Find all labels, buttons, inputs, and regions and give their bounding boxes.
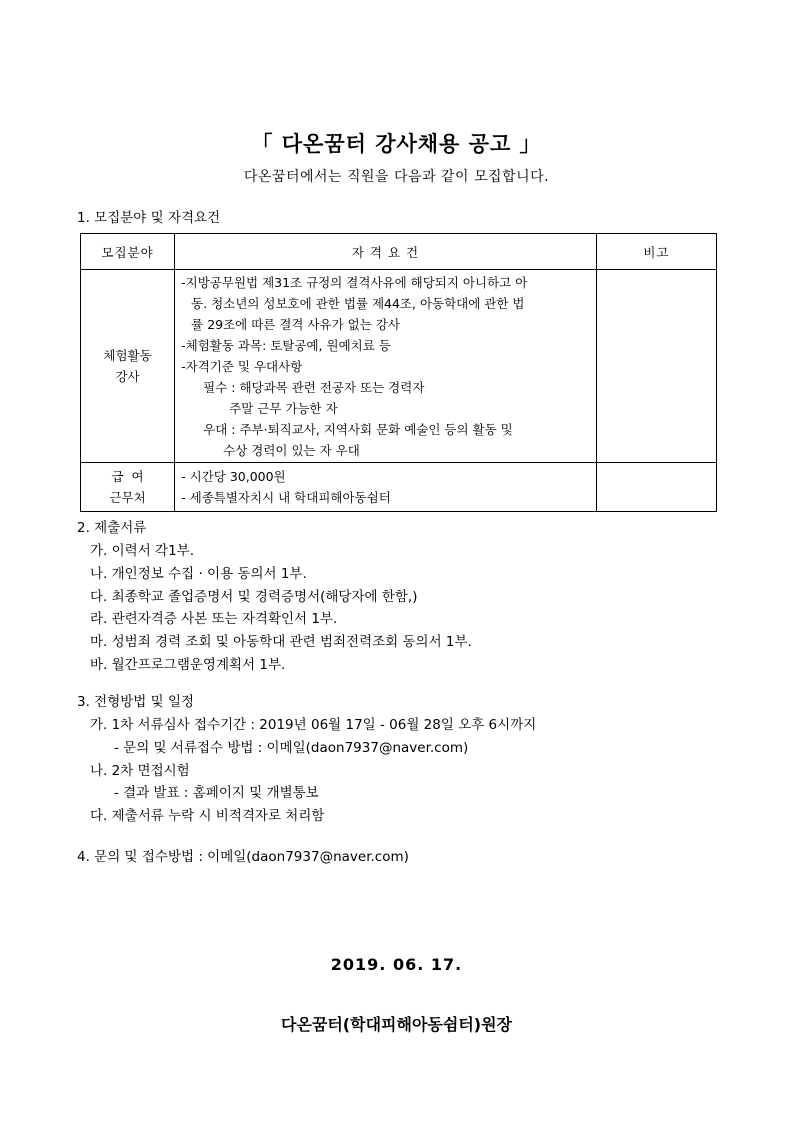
field-cell	[81, 270, 175, 463]
requirement-line: 률 29조에 따른 결격 사유가 없는 강사	[191, 317, 400, 332]
section1-heading: 1. 모집분야 및 자격요건	[77, 210, 221, 226]
page-title: 「 다온꿈터 강사채용 공고 」	[251, 132, 542, 156]
requirement-line: 필수 : 해당과목 관련 전공자 또는 경력자	[203, 380, 425, 395]
document-item: 마. 성범죄 경력 조회 및 아동학대 관련 범죄전력조회 동의서 1부.	[90, 634, 472, 650]
requirement-line: -지방공무원법 제31조 규정의 결격사유에 해당되지 아니하고 아	[181, 275, 528, 290]
table-header-row	[81, 234, 717, 270]
schedule-line: - 결과 발표 : 홈페이지 및 개별통보	[114, 785, 319, 801]
announcement-date: 2019. 06. 17.	[330, 955, 463, 974]
schedule-line: - 문의 및 서류접수 방법 : 이메일(daon7937@naver.com)	[114, 740, 469, 756]
document-item: 가. 이력서 각1부.	[90, 543, 194, 559]
schedule-line: 다. 제출서류 누락 시 비적격자로 처리함	[90, 808, 325, 824]
header-note: 비고	[596, 234, 716, 270]
table-row	[81, 463, 717, 512]
requirement-line: 주말 근무 가능한 자	[229, 401, 338, 416]
pay-details-cell	[175, 463, 597, 512]
table-row	[81, 270, 717, 463]
subtitle: 다온꿈터에서는 직원을 다음과 같이 모집합니다.	[243, 169, 550, 185]
document-item: 나. 개인정보 수집 · 이용 동의서 1부.	[90, 566, 307, 582]
section3-heading: 3. 전형방법 및 일정	[77, 694, 195, 710]
document-item: 다. 최종학교 졸업증명서 및 경력증명서(해당자에 한함,)	[90, 589, 418, 605]
section4-heading: 4. 문의 및 접수방법 : 이메일(daon7937@naver.com)	[77, 849, 409, 865]
schedule-line: 나. 2차 면접시험	[90, 763, 190, 779]
pay-label: 급 여	[111, 469, 144, 484]
note-cell	[596, 463, 716, 512]
requirement-line: 우대 : 주부·퇴직교사, 지역사회 문화 예술인 등의 활동 및	[203, 422, 513, 437]
section2-heading: 2. 제출서류	[77, 520, 147, 536]
field-name-line2: 강사	[115, 369, 140, 384]
requirement-line: 동. 청소년의 성보호에 관한 법률 제44조, 아동학대에 관한 법	[191, 296, 525, 311]
workplace-location: - 세종특별자치시 내 학대피해아동쉼터	[181, 490, 391, 505]
document-item: 라. 관련자격증 사본 또는 자격확인서 1부.	[90, 611, 338, 627]
schedule-line: 가. 1차 서류심사 접수기간 : 2019년 06월 17일 - 06월 28일 오후 6시까지	[90, 717, 537, 733]
field-name-line1: 체험활동	[103, 348, 152, 363]
header-field: 모집분야	[81, 234, 175, 270]
workplace-label: 근무처	[109, 490, 146, 505]
requirement-line: -자격기준 및 우대사항	[181, 359, 303, 374]
note-cell	[596, 270, 716, 463]
pay-label-cell	[81, 463, 175, 512]
requirements-cell	[175, 270, 597, 463]
pay-amount: - 시간당 30,000원	[181, 469, 286, 484]
requirement-line: -체험활동 과목: 토탈공예, 원예치료 등	[181, 338, 391, 353]
signature: 다온꿈터(학대피해아동쉼터)원장	[280, 1015, 512, 1034]
header-requirements: 자 격 요 건	[175, 234, 597, 270]
requirements-table	[80, 233, 717, 512]
requirement-line: 수상 경력이 있는 자 우대	[223, 443, 360, 458]
document-item: 바. 월간프로그램운영계획서 1부.	[90, 657, 286, 673]
